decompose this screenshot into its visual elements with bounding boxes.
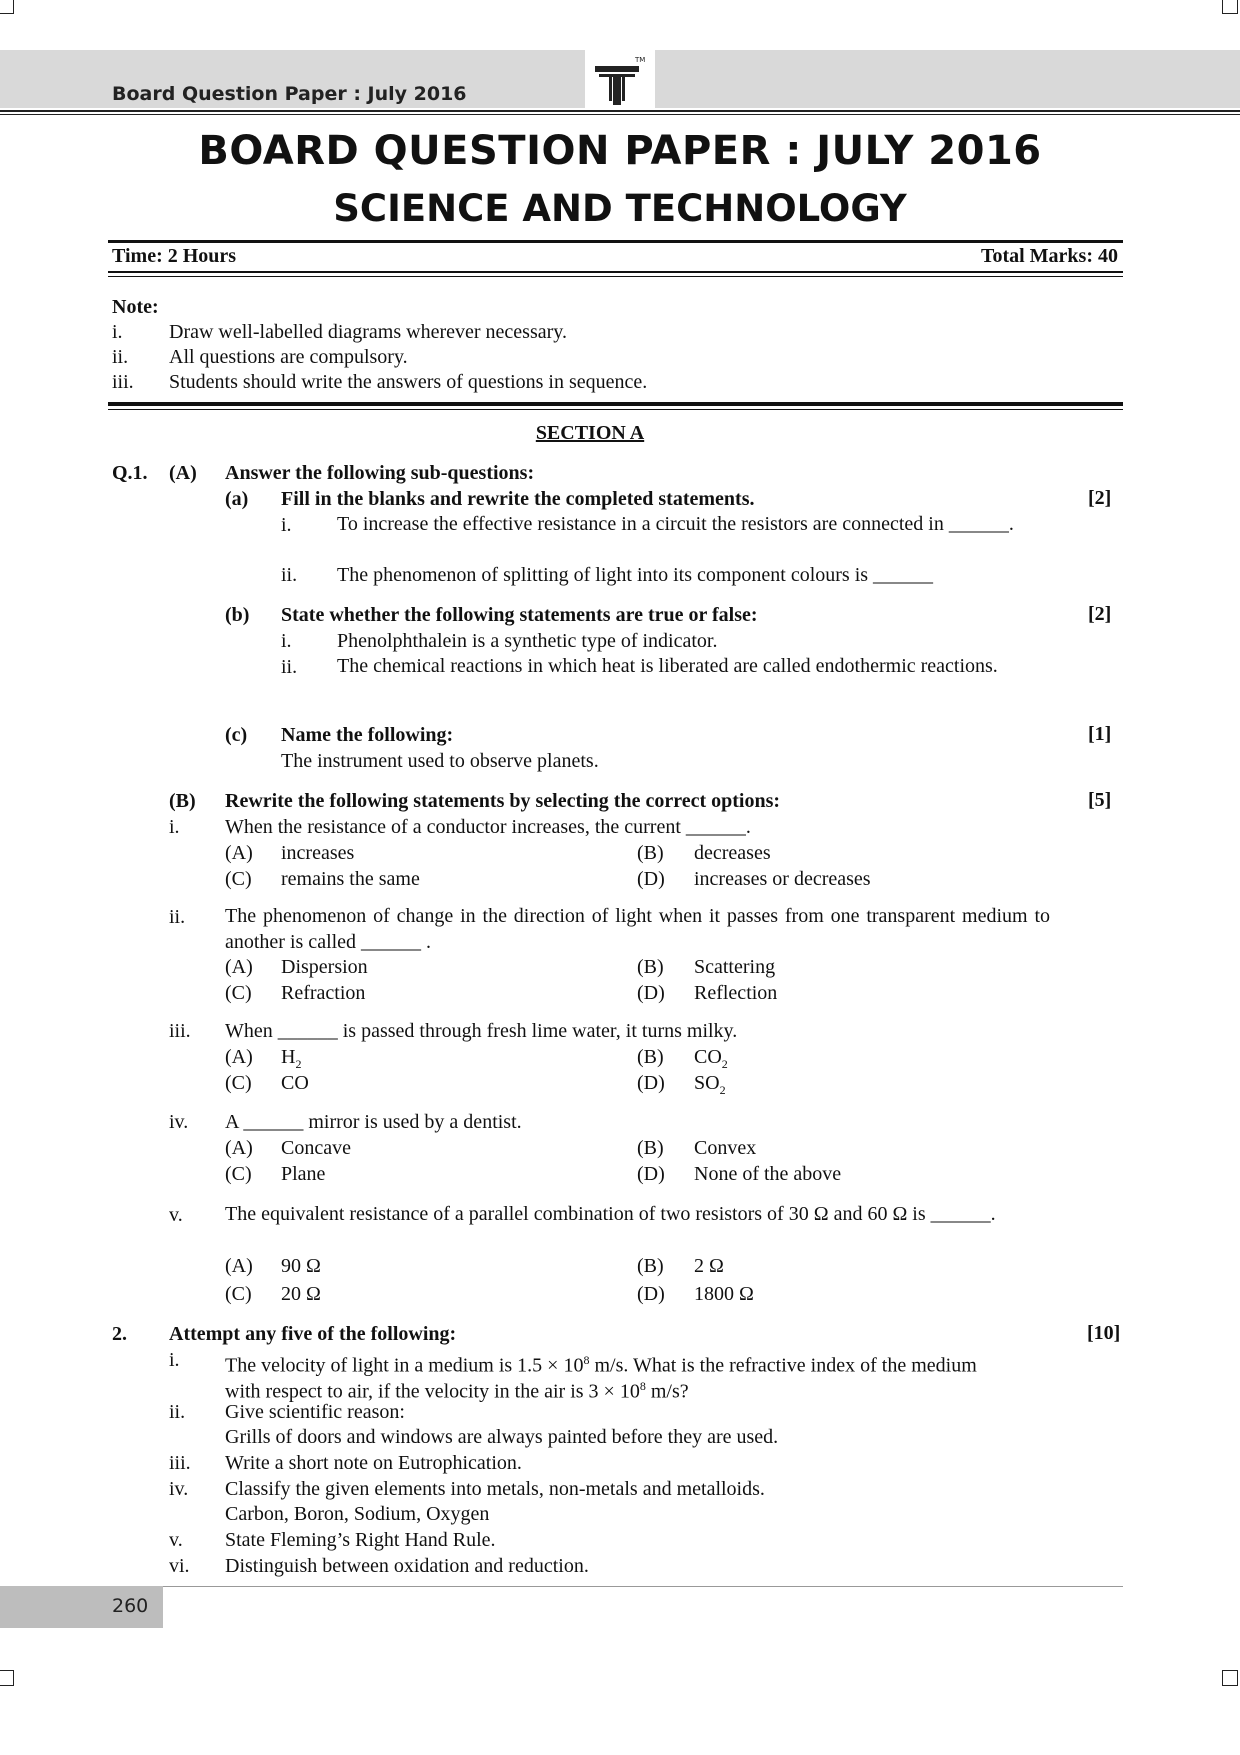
mcq-num: v.: [169, 1204, 183, 1226]
note-item-text: Draw well-labelled diagrams wherever necessary.: [169, 321, 567, 343]
exponent: 8: [583, 1353, 590, 1367]
item-num: v.: [169, 1529, 183, 1551]
mcq-option-letter: (D): [637, 1283, 665, 1305]
mcq-stem: The equivalent resistance of a parallel combination of two resistors of 30 Ω and 60 Ω is ______.: [225, 1203, 996, 1225]
item-num: i.: [281, 514, 292, 536]
crop-mark-bottom-left: [0, 1670, 14, 1686]
mcq-option-letter: (D): [637, 1163, 665, 1185]
text-part: The velocity of light in a medium is 1.5 × 10: [225, 1354, 584, 1377]
part-label: (A): [169, 462, 197, 484]
mcq-option-letter: (A): [225, 1137, 253, 1159]
question-number: 2.: [112, 1323, 127, 1345]
footer-rule: [163, 1586, 1123, 1587]
item-text: Classify the given elements into metals, non-metals and metalloids.: [225, 1478, 765, 1500]
note-item-text: Students should write the answers of questions in sequence.: [169, 371, 648, 393]
item-text: Carbon, Boron, Sodium, Oxygen: [225, 1503, 490, 1525]
mcq-option-text: 1800 Ω: [694, 1283, 754, 1305]
mcq-num: iv.: [169, 1111, 189, 1133]
item-num: vi.: [169, 1555, 190, 1577]
note-item-num: iii.: [112, 371, 134, 393]
question-number: Q.1.: [112, 462, 148, 484]
item-num: iii.: [169, 1452, 191, 1474]
formula-base: SO: [694, 1072, 720, 1094]
marks-badge: [2]: [1088, 487, 1112, 509]
strip-rule-2: [108, 276, 1123, 277]
mcq-option-letter: (A): [225, 956, 253, 978]
mcq-option-text: [694, 1071, 726, 1102]
mcq-option-text: Dispersion: [281, 956, 368, 978]
item-num: ii.: [169, 1401, 186, 1423]
mcq-option-letter: (C): [225, 982, 252, 1004]
mcq-option-text: 2 Ω: [694, 1255, 724, 1277]
mcq-stem: A ______ mirror is used by a dentist.: [225, 1111, 522, 1133]
mcq-option-letter: (C): [225, 1163, 252, 1185]
mcq-option-letter: (D): [637, 868, 665, 890]
mcq-option-letter: (B): [637, 842, 664, 864]
mcq-option-text: increases: [281, 842, 355, 864]
note-item-text: All questions are compulsory.: [169, 346, 408, 368]
subpart-label: (b): [225, 604, 250, 626]
mcq-option-letter: (D): [637, 982, 665, 1004]
crop-mark-bottom-right: [1222, 1670, 1238, 1686]
mcq-option-text: None of the above: [694, 1163, 842, 1185]
item-text: The instrument used to observe planets.: [281, 750, 599, 772]
mcq-stem: When the resistance of a conductor increases, the current ______.: [225, 816, 751, 838]
item-text: Write a short note on Eutrophication.: [225, 1452, 522, 1474]
header-rule: [0, 110, 1240, 112]
note-label: Note:: [112, 296, 159, 318]
part-heading: Answer the following sub-questions:: [225, 462, 535, 484]
crop-mark-top-right: [1222, 0, 1238, 14]
subpart-heading: State whether the following statements are true or false:: [281, 604, 758, 626]
item-num: iv.: [169, 1478, 189, 1500]
running-title: Board Question Paper : July 2016: [112, 83, 467, 105]
time-label: Time: 2 Hours: [112, 245, 237, 267]
formula-subscript: 2: [721, 1057, 728, 1071]
page-number: 260: [112, 1595, 149, 1617]
formula-subscript: 2: [719, 1083, 726, 1097]
mcq-option-letter: (B): [637, 956, 664, 978]
strip-rule-1: [108, 271, 1123, 273]
exponent: 8: [639, 1379, 646, 1393]
formula-base: CO: [694, 1046, 722, 1068]
subpart-heading: Fill in the blanks and rewrite the completed statements.: [281, 488, 755, 510]
mcq-option-text: remains the same: [281, 868, 420, 890]
mcq-option-letter: (C): [225, 868, 252, 890]
part-heading: Rewrite the following statements by selecting the correct options:: [225, 790, 781, 812]
mcq-option-letter: (A): [225, 1046, 253, 1068]
header-logo-area: [585, 50, 655, 108]
item-text: Grills of doors and windows are always painted before they are used.: [225, 1426, 779, 1448]
mcq-option-letter: (A): [225, 1255, 253, 1277]
item-num: ii.: [281, 656, 298, 678]
mcq-stem: The phenomenon of change in the direction of light when it passes from one transparent medium to another is called ______ .: [225, 905, 1050, 953]
page-title: BOARD QUESTION PAPER : JULY 2016: [198, 128, 1042, 174]
question-heading: Attempt any five of the following:: [169, 1323, 457, 1345]
mcq-option-text: decreases: [694, 842, 771, 864]
text-part: with respect to air, if the velocity in the air is 3 × 10: [225, 1380, 640, 1403]
item-text: Distinguish between oxidation and reduction.: [225, 1555, 589, 1577]
formula-base: H: [281, 1046, 296, 1068]
marks-badge: [2]: [1088, 603, 1112, 625]
item-text: The phenomenon of splitting of light into its component colours is ______: [337, 564, 934, 586]
crop-mark-top-left: [0, 0, 14, 14]
mcq-option-text: 90 Ω: [281, 1255, 321, 1277]
svg-text:TM: TM: [635, 56, 646, 64]
page-subtitle: SCIENCE AND TECHNOLOGY: [333, 187, 907, 230]
mcq-num: i.: [169, 816, 180, 838]
item-text: State Fleming’s Right Hand Rule.: [225, 1529, 496, 1551]
marks-badge: [1]: [1088, 723, 1112, 745]
text-part: m/s. What is the refractive index of the medium: [589, 1354, 977, 1377]
mcq-option-text: 20 Ω: [281, 1283, 321, 1305]
item-text: To increase the effective resistance in a circuit the resistors are connected in ______.: [337, 513, 1014, 535]
item-text: Phenolphthalein is a synthetic type of indicator.: [337, 630, 718, 652]
item-text: Give scientific reason:: [225, 1401, 405, 1423]
mcq-option-letter: (C): [225, 1072, 252, 1094]
mcq-option-text: Plane: [281, 1163, 326, 1185]
mcq-num: ii.: [169, 906, 186, 928]
mcq-option-text: Refraction: [281, 982, 366, 1004]
publisher-logo-icon: [585, 50, 655, 108]
top-rule: [108, 240, 1123, 243]
item-num: ii.: [281, 564, 298, 586]
marks-badge: [5]: [1088, 789, 1112, 811]
mcq-option-text: Concave: [281, 1137, 351, 1159]
note-item-num: i.: [112, 321, 123, 343]
subpart-label: (a): [225, 488, 249, 510]
mcq-option-letter: (B): [637, 1137, 664, 1159]
mcq-num: iii.: [169, 1020, 191, 1042]
mcq-option-text: Convex: [694, 1137, 757, 1159]
section-heading: SECTION A: [535, 422, 645, 444]
mcq-option-letter: (B): [637, 1255, 664, 1277]
mcq-option-text: increases or decreases: [694, 868, 871, 890]
text-part: m/s?: [645, 1380, 689, 1403]
mcq-option-text: Reflection: [694, 982, 778, 1004]
part-label: (B): [169, 790, 196, 812]
mcq-option-text: Scattering: [694, 956, 776, 978]
subpart-label: (c): [225, 724, 248, 746]
mcq-option-letter: (C): [225, 1283, 252, 1305]
mcq-option-letter: (A): [225, 842, 253, 864]
marks-badge: [10]: [1087, 1322, 1121, 1344]
formula-subscript: 2: [295, 1057, 302, 1071]
item-num: i.: [169, 1349, 180, 1371]
total-marks-label: Total Marks: 40: [980, 245, 1118, 267]
note-rule-thin: [108, 409, 1123, 410]
mcq-stem: When ______ is passed through fresh lime water, it turns milky.: [225, 1020, 738, 1042]
note-item-num: ii.: [112, 346, 129, 368]
header-rule-thin: [0, 114, 1240, 115]
item-num: i.: [281, 630, 292, 652]
item-text: The chemical reactions in which heat is liberated are called endothermic reactions.: [337, 655, 998, 677]
mcq-option-letter: (D): [637, 1072, 665, 1094]
note-rule-thick: [108, 402, 1123, 406]
mcq-option-text: CO: [281, 1072, 309, 1094]
subpart-heading: Name the following:: [281, 724, 454, 746]
mcq-option-letter: (B): [637, 1046, 664, 1068]
